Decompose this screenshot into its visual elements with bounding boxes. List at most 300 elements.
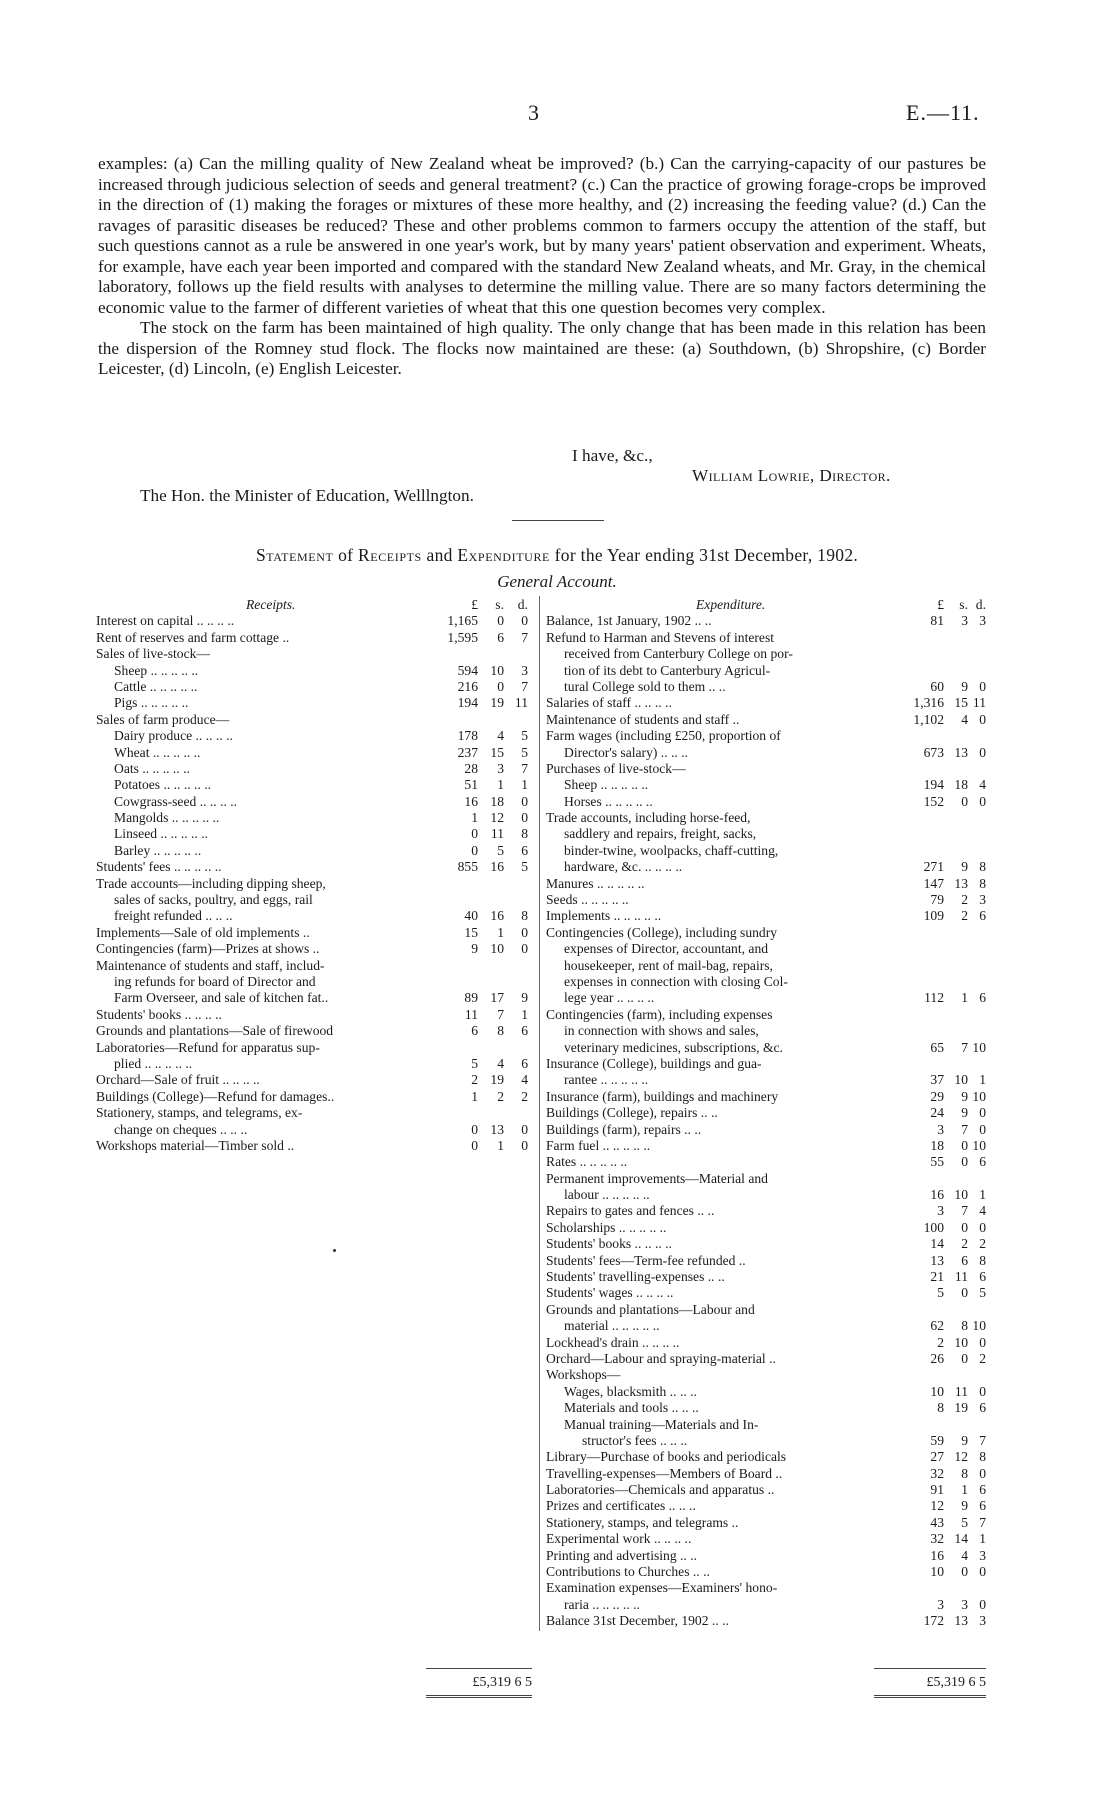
receipt-shillings-value: 4 [497, 728, 504, 744]
receipt-shillings-value: 10 [490, 662, 504, 678]
expenditure-item-label: Prizes and certificates .. .. .. [546, 1498, 696, 1514]
expenditure-row [546, 1269, 986, 1285]
expenditure-pounds-value: 2 [937, 1334, 944, 1350]
expenditure-row [546, 1466, 986, 1482]
title-word-and: and [426, 545, 453, 565]
receipt-item-label: Stationery, stamps, and telegrams, ex- [96, 1105, 303, 1121]
expenditure-total-rule [874, 1668, 986, 1669]
receipts-total-double-rule [426, 1695, 532, 1698]
expenditure-pounds-value: 3 [937, 1596, 944, 1612]
receipt-pounds-value: 2 [471, 1072, 478, 1088]
expenditure-item-label: tion of its debt to Canterbury Agricul- [564, 662, 771, 678]
expenditure-pence-value: 3 [979, 892, 986, 908]
expenditure-item-label: labour .. .. .. .. .. [564, 1187, 650, 1203]
expenditure-row [546, 1515, 986, 1531]
expenditure-item-label: Wages, blacksmith .. .. .. [564, 1383, 697, 1399]
expenditure-item-label: Insurance (farm), buildings and machinery [546, 1088, 779, 1104]
expenditure-row [546, 1220, 986, 1236]
expenditure-item-label: Sheep .. .. .. .. .. [564, 777, 649, 793]
expenditure-pence-value: 0 [979, 744, 986, 760]
expenditure-pounds-value: 3 [937, 1203, 944, 1219]
expenditure-shillings-value: 0 [961, 793, 968, 809]
expenditure-shillings-value: 4 [961, 711, 968, 727]
receipt-pence-value: 6 [521, 1023, 528, 1039]
body-text [98, 154, 986, 380]
expenditure-item-label: hardware, &c. .. .. .. .. [564, 859, 683, 875]
receipt-pounds-value: 89 [464, 990, 478, 1006]
receipt-item-label: Sales of live-stock— [96, 646, 211, 662]
receipt-item-label: Laboratories—Refund for apparatus sup- [96, 1039, 320, 1055]
expenditure-item-label: Lockhead's drain .. .. .. .. [546, 1334, 680, 1350]
expenditure-pence-value: 6 [979, 1154, 986, 1170]
receipt-pence-value: 0 [521, 1121, 528, 1137]
expenditure-shillings-value: 6 [961, 1252, 968, 1268]
expenditure-pence-value: 0 [979, 1596, 986, 1612]
receipt-pounds-value: 16 [464, 793, 478, 809]
receipt-shillings-value: 16 [490, 859, 504, 875]
expenditure-pounds-value: 112 [924, 990, 944, 1006]
receipt-item-label: Sheep .. .. .. .. .. [114, 662, 199, 678]
receipt-pence-value: 7 [521, 629, 528, 645]
expenditure-pence-value: 6 [979, 1482, 986, 1498]
expenditure-shillings-value: 7 [961, 1203, 968, 1219]
receipt-pounds-value: 178 [457, 728, 478, 744]
receipt-row [96, 810, 536, 826]
expenditure-pounds-value: 1,102 [913, 711, 944, 727]
expenditure-item-label: Manures .. .. .. .. .. [546, 875, 645, 891]
receipt-item-label: Interest on capital .. .. .. .. [96, 613, 235, 629]
receipt-row [96, 990, 536, 1006]
expenditure-row [546, 745, 986, 761]
expenditure-pence-value: 6 [979, 1498, 986, 1514]
expenditure-pence-value: 0 [979, 1334, 986, 1350]
expenditure-pounds-value: 59 [930, 1432, 944, 1448]
receipt-shillings-value: 0 [497, 678, 504, 694]
expenditure-pence-value: 0 [979, 793, 986, 809]
expenditure-row [546, 974, 986, 990]
expenditure-row [546, 1105, 986, 1121]
receipt-row [96, 1007, 536, 1023]
expenditure-pence-value: 3 [979, 613, 986, 629]
shillings-header: s. [959, 597, 968, 612]
expenditure-pounds-value: 271 [923, 859, 944, 875]
expenditure-pence-value: 10 [972, 1318, 986, 1334]
receipt-pence-value: 0 [521, 941, 528, 957]
receipt-row [96, 941, 536, 957]
receipt-item-label: Linseed .. .. .. .. .. [114, 826, 209, 842]
expenditure-row [546, 679, 986, 695]
expenditure-row [546, 1564, 986, 1580]
receipt-shillings-value: 11 [490, 826, 504, 842]
expenditure-item-label: Orchard—Labour and spraying-material .. [546, 1350, 776, 1366]
receipt-pence-value: 0 [521, 613, 528, 629]
receipt-pence-value: 0 [521, 1137, 528, 1153]
expenditure-row [546, 1580, 986, 1596]
expenditure-item-label: Students' fees—Term-fee refunded .. [546, 1252, 746, 1268]
expenditure-item-label: Balance, 1st January, 1902 .. .. [546, 613, 712, 629]
expenditure-item-label: Horses .. .. .. .. .. [564, 793, 653, 809]
expenditure-heading: Expenditure. [696, 597, 766, 612]
receipt-pounds-value: 0 [471, 1137, 478, 1153]
expenditure-row [546, 646, 986, 662]
expenditure-pounds-value: 673 [923, 744, 944, 760]
expenditure-shillings-value: 0 [961, 1564, 968, 1580]
expenditure-row [546, 810, 986, 826]
expenditure-pounds-value: 79 [930, 892, 944, 908]
expenditure-pence-value: 11 [972, 695, 986, 711]
expenditure-pence-value: 0 [979, 678, 986, 694]
receipt-row [96, 958, 536, 974]
receipt-pence-value: 5 [521, 859, 528, 875]
expenditure-shillings-value: 10 [954, 1334, 968, 1350]
expenditure-pence-value: 0 [979, 1465, 986, 1481]
receipt-row [96, 679, 536, 695]
expenditure-item-label: Farm fuel .. .. .. .. .. [546, 1137, 651, 1153]
receipt-row [96, 777, 536, 793]
expenditure-row [546, 630, 986, 646]
expenditure-shillings-value: 15 [954, 695, 968, 711]
statement-subtitle: General Account. [497, 572, 617, 591]
expenditure-shillings-value: 9 [961, 859, 968, 875]
receipt-item-label: Dairy produce .. .. .. .. [114, 728, 233, 744]
expenditure-item-label: Buildings (College), repairs .. .. [546, 1105, 718, 1121]
expenditure-row [546, 1597, 986, 1613]
expenditure-row [546, 1335, 986, 1351]
expenditure-item-label: received from Canterbury College on por- [564, 646, 793, 662]
expenditure-item-label: Implements .. .. .. .. .. [546, 908, 662, 924]
expenditure-pounds-value: 152 [923, 793, 944, 809]
expenditure-row [546, 1613, 986, 1629]
expenditure-pounds-value: 194 [923, 777, 944, 793]
expenditure-item-label: Contingencies (College), including sundry [546, 924, 778, 940]
document-reference: E.—11. [906, 100, 980, 125]
receipt-pounds-value: 1 [471, 810, 478, 826]
expenditure-row [546, 1482, 986, 1498]
expenditure-row [546, 826, 986, 842]
expenditure-row [546, 1384, 986, 1400]
receipt-item-label: Farm Overseer, and sale of kitchen fat.. [114, 990, 329, 1006]
receipt-row [96, 1138, 536, 1154]
receipt-row [96, 1072, 536, 1088]
expenditure-pounds-value: 16 [930, 1187, 944, 1203]
expenditure-pence-value: 10 [972, 1088, 986, 1104]
expenditure-pounds-value: 60 [930, 678, 944, 694]
receipt-pence-value: 9 [521, 990, 528, 1006]
expenditure-row [546, 876, 986, 892]
receipt-shillings-value: 1 [497, 777, 504, 793]
expenditure-item-label: Students' books .. .. .. .. [546, 1236, 672, 1252]
expenditure-row [546, 1302, 986, 1318]
receipt-pence-value: 7 [521, 678, 528, 694]
receipt-row [96, 843, 536, 859]
receipt-item-label: ing refunds for board of Director and [114, 973, 316, 989]
expenditure-item-label: Balance 31st December, 1902 .. .. [546, 1613, 729, 1629]
receipt-shillings-value: 1 [497, 924, 504, 940]
expenditure-shillings-value: 0 [961, 1154, 968, 1170]
receipt-shillings-value: 0 [497, 613, 504, 629]
receipt-shillings-value: 6 [497, 629, 504, 645]
receipt-item-label: Buildings (College)—Refund for damages.. [96, 1088, 335, 1104]
receipt-pence-value: 5 [521, 744, 528, 760]
expenditure-pounds-value: 32 [930, 1531, 944, 1547]
receipt-pounds-value: 28 [464, 760, 478, 776]
receipt-shillings-value: 5 [497, 842, 504, 858]
expenditure-item-label: Travelling-expenses—Members of Board .. [546, 1465, 783, 1481]
expenditure-row [546, 1548, 986, 1564]
receipt-row [96, 745, 536, 761]
expenditure-row [546, 777, 986, 793]
receipt-item-label: freight refunded .. .. .. [114, 908, 233, 924]
expenditure-pence-value: 6 [979, 1400, 986, 1416]
expenditure-pounds-value: 147 [923, 875, 944, 891]
receipt-item-label: Sales of farm produce— [96, 711, 230, 727]
expenditure-shillings-value: 2 [961, 908, 968, 924]
expenditure-row [546, 1023, 986, 1039]
expenditure-item-label: saddlery and repairs, freight, sacks, [564, 826, 757, 842]
receipt-pence-value: 4 [521, 1072, 528, 1088]
receipt-item-label: Cowgrass-seed .. .. .. .. [114, 793, 238, 809]
receipt-row [96, 974, 536, 990]
receipt-pounds-value: 1,595 [447, 629, 478, 645]
expenditure-pounds-value: 32 [930, 1465, 944, 1481]
expenditure-item-label: Farm wages (including £250, proportion of [546, 728, 781, 744]
expenditure-item-label: veterinary medicines, subscriptions, &c. [564, 1039, 783, 1055]
receipt-pounds-value: 855 [457, 859, 478, 875]
expenditure-item-label: material .. .. .. .. .. [564, 1318, 660, 1334]
receipt-shillings-value: 16 [490, 908, 504, 924]
expenditure-pounds-value: 24 [930, 1105, 944, 1121]
receipt-pence-value: 8 [521, 908, 528, 924]
expenditure-shillings-value: 0 [961, 1285, 968, 1301]
expenditure-pounds-value: 14 [930, 1236, 944, 1252]
expenditure-pence-value: 0 [979, 1121, 986, 1137]
pounds-header: £ [471, 597, 478, 612]
expenditure-shillings-value: 11 [954, 1269, 968, 1285]
expenditure-pounds-value: 10 [930, 1383, 944, 1399]
expenditure-item-label: Purchases of live-stock— [546, 760, 686, 776]
expenditure-item-label: Buildings (farm), repairs .. .. [546, 1121, 702, 1137]
expenditure-pounds-value: 100 [923, 1219, 944, 1235]
expenditure-row [546, 1433, 986, 1449]
expenditure-shillings-value: 7 [961, 1121, 968, 1137]
receipt-pounds-value: 0 [471, 826, 478, 842]
pence-header: d. [975, 597, 986, 612]
receipt-row [96, 794, 536, 810]
expenditure-shillings-value: 13 [954, 744, 968, 760]
receipt-item-label: Implements—Sale of old implements .. [96, 924, 310, 940]
expenditure-pence-value: 7 [979, 1432, 986, 1448]
expenditure-item-label: lege year .. .. .. .. [564, 990, 655, 1006]
expenditure-pence-value: 0 [979, 1383, 986, 1399]
receipt-item-label: Grounds and plantations—Sale of firewood [96, 1023, 334, 1039]
receipt-row [96, 646, 536, 662]
expenditure-pence-value: 8 [979, 1252, 986, 1268]
expenditure-pounds-value: 37 [930, 1072, 944, 1088]
expenditure-item-label: Library—Purchase of books and periodicals [546, 1449, 787, 1465]
expenditure-shillings-value: 2 [961, 892, 968, 908]
expenditure-item-label: Students' wages .. .. .. .. [546, 1285, 674, 1301]
expenditure-shillings-value: 13 [954, 875, 968, 891]
expenditure-shillings-value: 7 [961, 1039, 968, 1055]
expenditure-item-label: expenses in connection with closing Col- [564, 973, 788, 989]
expenditure-pounds-value: 13 [930, 1252, 944, 1268]
column-divider [539, 596, 540, 1631]
expenditure-item-label: Director's salary) .. .. .. [564, 744, 688, 760]
expenditure-item-label: Printing and advertising .. .. [546, 1547, 698, 1563]
receipt-item-label: Workshops material—Timber sold .. [96, 1137, 295, 1153]
receipt-item-label: Trade accounts—including dipping sheep, [96, 875, 326, 891]
expenditure-row [546, 1154, 986, 1170]
expenditure-item-label: raria .. .. .. .. .. [564, 1596, 640, 1612]
expenditure-shillings-value: 9 [961, 1498, 968, 1514]
expenditure-row [546, 728, 986, 744]
expenditure-pence-value: 6 [979, 1269, 986, 1285]
receipt-pence-value: 11 [514, 695, 528, 711]
expenditure-shillings-value: 12 [954, 1449, 968, 1465]
expenditure-pence-value: 5 [979, 1285, 986, 1301]
expenditure-item-label: Seeds .. .. .. .. .. [546, 892, 629, 908]
expenditure-pence-value: 3 [979, 1547, 986, 1563]
expenditure-pence-value: 8 [979, 875, 986, 891]
expenditure-shillings-value: 0 [961, 1219, 968, 1235]
expenditure-row [546, 613, 986, 629]
expenditure-pence-value: 0 [979, 711, 986, 727]
expenditure-pounds-value: 21 [930, 1269, 944, 1285]
receipt-shillings-value: 2 [497, 1088, 504, 1104]
expenditure-row [546, 1171, 986, 1187]
expenditure-pence-value: 2 [979, 1350, 986, 1366]
expenditure-row [546, 908, 986, 924]
expenditure-item-label: in connection with shows and sales, [564, 1023, 759, 1039]
receipt-pence-value: 6 [521, 842, 528, 858]
receipt-pence-value: 0 [521, 810, 528, 826]
expenditure-shillings-value: 1 [961, 1482, 968, 1498]
expenditure-pounds-value: 8 [937, 1400, 944, 1416]
expenditure-total: £5,319 6 5 [926, 1675, 986, 1690]
receipt-row [96, 1040, 536, 1056]
expenditure-pounds-value: 27 [930, 1449, 944, 1465]
addressee: The Hon. the Minister of Education, Welllngton. [140, 486, 474, 505]
expenditure-item-label: expenses of Director, accountant, and [564, 941, 769, 957]
expenditure-pence-value: 1 [979, 1072, 986, 1088]
expenditure-item-label: Laboratories—Chemicals and apparatus .. [546, 1482, 775, 1498]
expenditure-item-label: Contributions to Churches .. .. [546, 1564, 710, 1580]
expenditure-pence-value: 4 [979, 777, 986, 793]
receipt-item-label: Barley .. .. .. .. .. [114, 842, 202, 858]
expenditure-row [546, 1400, 986, 1416]
expenditure-row [546, 1498, 986, 1514]
receipt-row [96, 1089, 536, 1105]
receipt-pounds-value: 5 [471, 1055, 478, 1071]
receipt-row [96, 728, 536, 744]
expenditure-pence-value: 6 [979, 990, 986, 1006]
receipt-shillings-value: 19 [490, 1072, 504, 1088]
expenditure-row [546, 1122, 986, 1138]
receipts-heading: Receipts. [246, 597, 296, 612]
expenditure-row [546, 663, 986, 679]
expenditure-row [546, 794, 986, 810]
expenditure-row [546, 1367, 986, 1383]
receipt-shillings-value: 1 [497, 1137, 504, 1153]
expenditure-pounds-value: 109 [923, 908, 944, 924]
expenditure-row [546, 695, 986, 711]
receipts-total-rule [426, 1668, 532, 1669]
receipt-item-label: plied .. .. .. .. .. [114, 1055, 193, 1071]
receipt-row [96, 925, 536, 941]
expenditure-item-label: Refund to Harman and Stevens of interest [546, 629, 775, 645]
expenditure-pence-value: 6 [979, 908, 986, 924]
expenditure-pounds-value: 1,316 [913, 695, 944, 711]
receipt-pence-value: 0 [521, 924, 528, 940]
expenditure-item-label: tural College sold to them .. .. [564, 678, 726, 694]
statement-title [0, 545, 1114, 566]
receipt-pounds-value: 9 [471, 941, 478, 957]
expenditure-row [546, 1007, 986, 1023]
expenditure-row [546, 1040, 986, 1056]
expenditure-row [546, 859, 986, 875]
expenditure-pounds-value: 81 [930, 613, 944, 629]
expenditure-pence-value: 2 [979, 1236, 986, 1252]
expenditure-item-label: Students' travelling-expenses .. .. [546, 1269, 725, 1285]
receipt-pounds-value: 194 [457, 695, 478, 711]
expenditure-pounds-value: 5 [937, 1285, 944, 1301]
receipt-row [96, 1122, 536, 1138]
expenditure-shillings-value: 3 [961, 613, 968, 629]
receipt-item-label: Students' books .. .. .. .. [96, 1006, 222, 1022]
expenditure-pounds-value: 26 [930, 1350, 944, 1366]
receipt-row [96, 859, 536, 875]
expenditure-pence-value: 8 [979, 1449, 986, 1465]
title-rest: for the Year ending 31st December, 1902. [554, 545, 859, 565]
expenditure-pence-value: 10 [972, 1039, 986, 1055]
receipt-row [96, 712, 536, 728]
expenditure-total-double-rule [874, 1695, 986, 1698]
receipt-pence-value: 3 [521, 662, 528, 678]
expenditure-item-label: Repairs to gates and fences .. .. [546, 1203, 715, 1219]
receipt-item-label: Orchard—Sale of fruit .. .. .. .. [96, 1072, 260, 1088]
expenditure-pence-value: 0 [979, 1564, 986, 1580]
expenditure-item-label: Rates .. .. .. .. .. [546, 1154, 628, 1170]
receipt-row [96, 761, 536, 777]
expenditure-pounds-value: 172 [923, 1613, 944, 1629]
receipt-pounds-value: 594 [457, 662, 478, 678]
receipt-pounds-value: 40 [464, 908, 478, 924]
expenditure-shillings-value: 9 [961, 1105, 968, 1121]
receipt-row [96, 1056, 536, 1072]
expenditure-shillings-value: 8 [961, 1318, 968, 1334]
expenditure-row [546, 761, 986, 777]
expenditure-item-label: structor's fees .. .. .. [582, 1432, 688, 1448]
expenditure-row [546, 958, 986, 974]
receipt-shillings-value: 8 [497, 1023, 504, 1039]
receipt-pence-value: 0 [521, 793, 528, 809]
receipt-item-label: Wheat .. .. .. .. .. [114, 744, 201, 760]
expenditure-shillings-value: 9 [961, 1088, 968, 1104]
expenditure-item-label: Maintenance of students and staff .. [546, 711, 740, 727]
expenditure-item-label: Manual training—Materials and In- [564, 1416, 759, 1432]
expenditure-shillings-value: 10 [954, 1187, 968, 1203]
expenditure-row [546, 712, 986, 728]
expenditure-pence-value: 4 [979, 1203, 986, 1219]
expenditure-row [546, 1236, 986, 1252]
title-word-of: of [338, 545, 354, 565]
expenditure-row [546, 1056, 986, 1072]
paragraph-1: examples: (a) Can the milling quality of New Zealand wheat be improved? (b.) Can the carrying-capacity of our pastures be increased through judicious selection of seeds and general treatment? (c.) Can the practice of growing forage-crops be improved in the direction of (1) making the forages or mixtures of these more healthy, and (2) increasing the feeding value? (d.) Can the ravages of parasitic diseases be reduced? These and other problems common to farmers occupy the attention of the staff, but such questions cannot as a rule be answered in one year's work, but by many years' patient observation and experiment. Wheats, for example, have each year been imported and compared with the standard New Zealand wheats, and Mr. Gray, in the chemical laboratory, follows up the field results with analyses to determine the milling value. There are so many factors determining the economic value to the farmer of different varieties of wheat that this one question becomes very complex. [98, 154, 986, 317]
expenditure-pence-value: 1 [979, 1187, 986, 1203]
expenditure-shillings-value: 19 [954, 1400, 968, 1416]
expenditure-pounds-value: 18 [930, 1137, 944, 1153]
receipt-pence-value: 5 [521, 728, 528, 744]
